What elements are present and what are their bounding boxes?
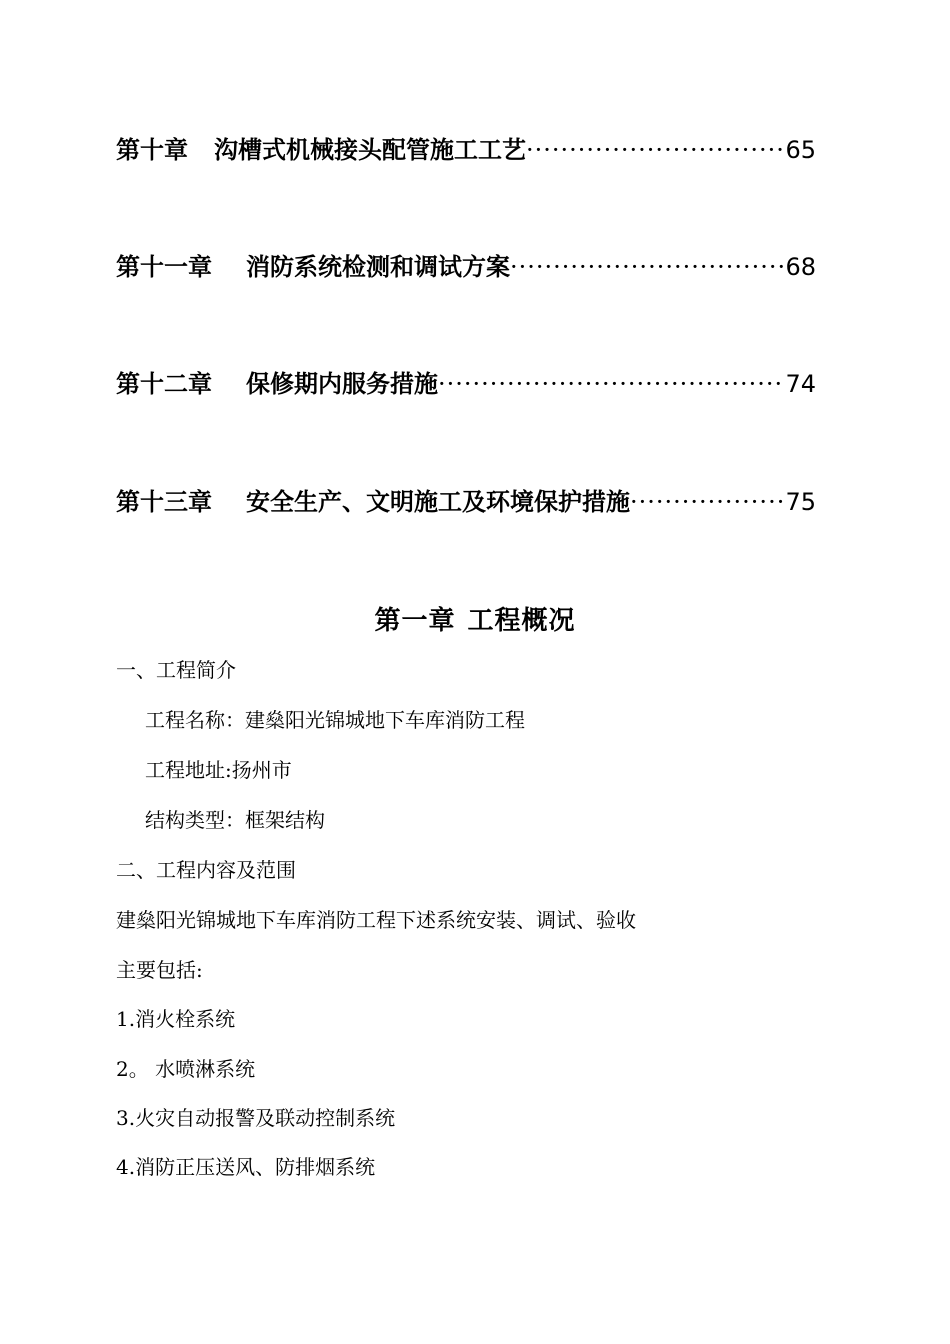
- toc-chapter-number: 第十二章: [116, 369, 212, 398]
- toc-chapter-number: 第十三章: [116, 487, 212, 516]
- toc-page-number: 68: [785, 253, 816, 281]
- chapter-number: 第一章: [374, 606, 456, 636]
- toc-chapter-number: 第十章: [116, 135, 188, 164]
- list-item: 1.消火栓系统: [116, 1007, 236, 1031]
- toc-chapter-number: 第十一章: [116, 252, 212, 281]
- toc-page-number: 65: [785, 136, 816, 164]
- section-heading-overview: 一、工程简介: [116, 658, 236, 682]
- toc-entry[interactable]: [116, 482, 816, 522]
- toc-entry[interactable]: [116, 364, 816, 404]
- project-name: 工程名称：建燊阳光锦城地下车库消防工程: [145, 708, 525, 732]
- toc-dot-leader: [630, 488, 785, 516]
- toc-dot-leader: [526, 136, 785, 164]
- toc-chapter-title: 沟槽式机械接头配管施工工艺: [214, 135, 526, 164]
- scope-intro: 建燊阳光锦城地下车库消防工程下述系统安装、调试、验收: [116, 908, 636, 932]
- structure-type: 结构类型：框架结构: [145, 808, 325, 832]
- project-address: 工程地址:扬州市: [145, 758, 292, 782]
- toc-page-number: 75: [785, 488, 816, 516]
- chapter-heading: [0, 600, 950, 637]
- toc-dot-leader: [438, 370, 785, 398]
- toc-page-number: 74: [785, 370, 816, 398]
- toc-entry[interactable]: [116, 247, 816, 287]
- toc-chapter-title: 安全生产、文明施工及环境保护措施: [246, 487, 630, 516]
- toc-entry[interactable]: [116, 130, 816, 170]
- chapter-title: 工程概况: [467, 606, 576, 636]
- toc-chapter-title: 保修期内服务措施: [246, 369, 438, 398]
- list-item: 3.火灾自动报警及联动控制系统: [116, 1106, 396, 1130]
- list-item: 4.消防正压送风、防排烟系统: [116, 1155, 376, 1179]
- toc-chapter-title: 消防系统检测和调试方案: [246, 252, 510, 281]
- scope-includes-label: 主要包括:: [116, 958, 203, 982]
- section-heading-scope: 二、工程内容及范围: [116, 858, 296, 882]
- list-item: 2。 水喷淋系统: [116, 1057, 256, 1081]
- toc-dot-leader: [510, 253, 785, 281]
